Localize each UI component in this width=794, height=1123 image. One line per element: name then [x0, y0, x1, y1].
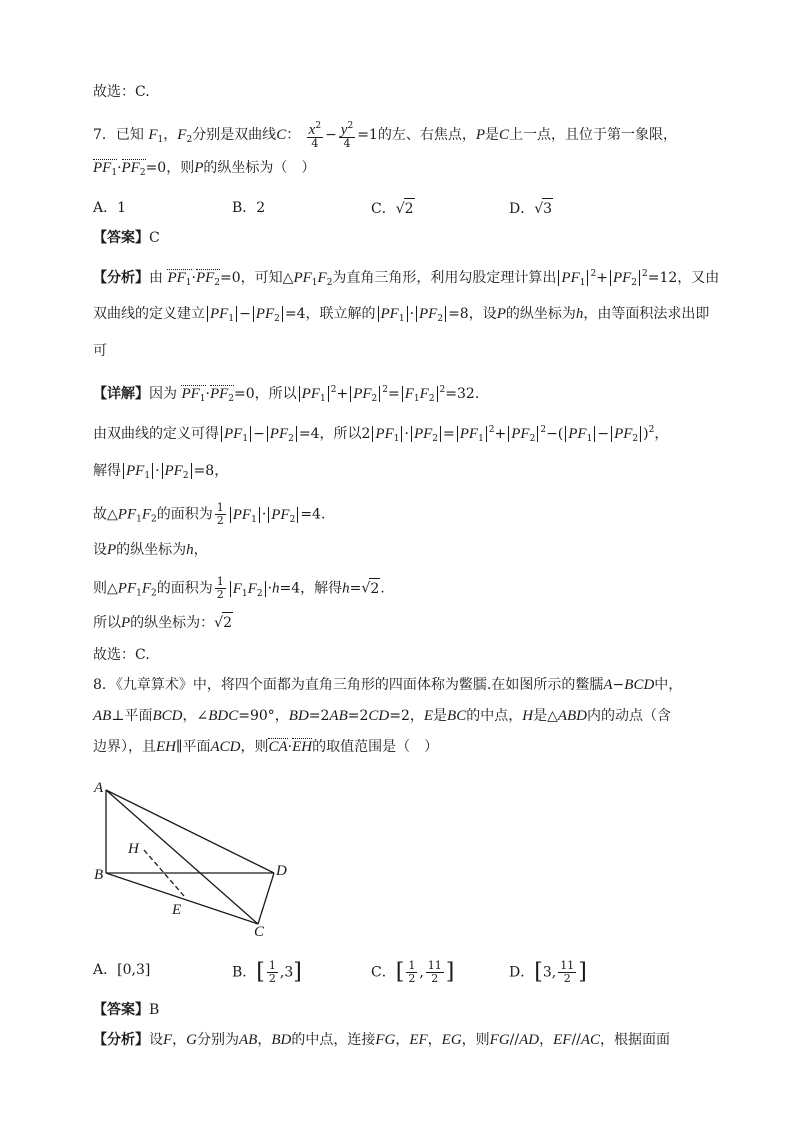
- q6-conclusion: 故选：C.: [93, 84, 150, 100]
- q8-answer: 【答案】B: [93, 1002, 160, 1018]
- q8-stem-line1: 8．《九章算术》中，将四个面都为直角三角形的四面体称为鳖臑.在如图所示的鳖臑A−BCD中，: [93, 677, 683, 693]
- q7-option-d: D．√3: [509, 198, 553, 219]
- label-c: C: [254, 924, 265, 938]
- label-e: E: [172, 902, 182, 918]
- label-a: A: [94, 780, 104, 796]
- edge-ac: [106, 790, 258, 924]
- q7-option-a: A．1: [93, 200, 127, 216]
- q8-option-c: C．[ $\frac{1}{2}$ , $\frac{11}{2}$ ]: [371, 959, 455, 985]
- label-b: B: [94, 867, 104, 883]
- q7-detail-line5: 设P的纵坐标为h，: [93, 542, 208, 558]
- q7-conclusion: 故选：C.: [93, 647, 150, 663]
- edge-bc: [106, 873, 258, 924]
- label-d: D: [276, 863, 287, 879]
- q7-analysis-line3: 可: [93, 343, 107, 359]
- label-h: H: [128, 841, 139, 857]
- edge-cd: [258, 873, 274, 924]
- q7-detail-line2: 由双曲线的定义可得 $PF_1 - PF_2 =4$，所以2 $PF_1 \cdot PF_2 = PF_1^2+ PF_2^2-$( $PF_1 - PF_2$ )$^2$，: [93, 425, 669, 444]
- q7-stem-line1: 7．已知 $F_1$，$F_2$分别是双曲线C： $\frac{x^2}{4}$ − $\frac{y^2}{4}$ =1的左、右焦点，P是C上一点，且位于第一象限，: [93, 121, 678, 150]
- q8-analysis-line1: 【分析】设F，G分别为AB，BD的中点，连接FG，EF，EG，则FG//AD，EF//AC，根据面面: [93, 1032, 671, 1048]
- q7-stem-line2: $PF_1\cdot PF_2=0$，则P的纵坐标为（ ）: [93, 158, 315, 183]
- q8-option-b: B．[ $\frac{1}{2}$ ,3]: [232, 959, 302, 985]
- tetrahedron-figure: [88, 778, 298, 938]
- q7-analysis-line2: 双曲线的定义建立 $PF_1 - PF_2 =4$，联立解的 $PF_1 \cdot PF_2 =8$，设P的纵坐标为h，由等面积法求出即: [93, 306, 710, 324]
- q7-detail-line4: 故$\triangle PF_1F_2$的面积为 $\frac{1}{2}$ $PF_1 \cdot PF_2 =4$.: [93, 501, 326, 527]
- q8-option-a: A．[0,3]: [93, 962, 151, 978]
- q7-detail-line3: 解得 $PF_1 \cdot PF_2 =8$，: [93, 463, 229, 481]
- q7-option-b: B．2: [232, 200, 266, 216]
- q7-detail-line6: 则$\triangle PF_1F_2$的面积为 $\frac{1}{2}$ $F_1F_2 \cdot h=4$，解得h=√2.: [93, 575, 385, 601]
- q8-stem-line3: 边界），且EH∥平面ACD，则CA·EH的取值范围是（ ）: [93, 739, 439, 755]
- q7-detail-line1: 【详解】因为 $PF_1\cdot PF_2=0$，所以 $PF_1^2+ PF_2^2= F_1F_2^2=32$.: [93, 380, 479, 409]
- q7-analysis-line1: 【分析】由 $PF_1\cdot PF_2=0$，可知$\triangle PF_1F_2$为直角三角形，利用勾股定理计算出 $PF_1^2+ PF_2^2=12$，又由: [93, 264, 719, 293]
- q7-option-c: C．√2: [371, 198, 415, 219]
- q7-answer: 【答案】C: [93, 230, 160, 246]
- edge-ad: [106, 790, 274, 873]
- q8-stem-line2: AB⊥平面BCD，∠BDC=90°，BD=2AB=2CD=2，E是BC的中点，H是△ABD内的动点（含: [93, 708, 672, 724]
- q8-option-d: D．[3, $\frac{11}{2}$ ]: [509, 959, 587, 985]
- q7-detail-line7: 所以P的纵坐标为：√2: [93, 612, 233, 633]
